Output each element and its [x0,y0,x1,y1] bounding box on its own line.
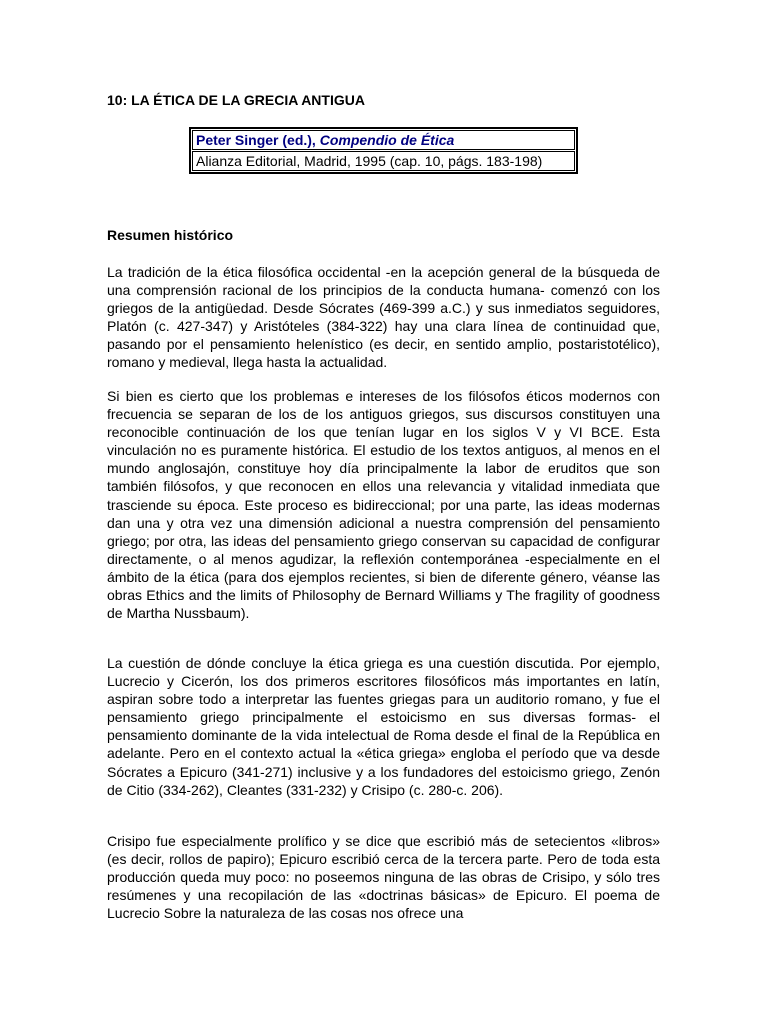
reference-publication-cell [192,151,575,171]
body-paragraph-3 [107,654,660,799]
reference-author: Peter Singer (ed.), [196,132,316,148]
reference-box [189,127,578,174]
reference-book-title: Compendio de Ética [319,132,455,148]
paragraph-text: Crisipo fue especialmente prolífico y se dice que escribió más de setecientos «libros» (es decir, rollos de papiro); Epicuro escribió cerca de la tercera parte. Pero de toda esta producción queda muy poco: no poseemos ninguna de las obras de Crisipo, y sólo tres resúmenes y una recopilación de las «doctrinas básicas» de Epicuro. El poema de Lucrecio Sobre la naturaleza de las cosas nos ofrece una [107,833,660,922]
reference-publication: Alianza Editorial, Madrid, 1995 (cap. 10, págs. 183-198) [196,153,543,169]
paragraph-text: La cuestión de dónde concluye la ética griega es una cuestión discutida. Por ejemplo, Lucrecio y Cicerón, los dos primeros escritores filosóficos más importantes en latín, aspiran sobre todo a interpretar las fuentes griegas para un auditorio romano, y fue el pensamiento griego principalmente el estoicismo en sus diversas formas- el pensamiento dominante de la vida intelectual de Roma desde el final de la República en adelante. Pero en el contexto actual la «ética griega» engloba el período que va desde Sócrates a Epicuro (341-271) inclusive y a los fundadores del estoicismo griego, Zenón de Citio (334-262), Cleantes (331-232) y Crisipo (c. 280-c. 206). [107,655,660,798]
body-paragraph-2 [107,387,660,622]
section-heading: Resumen histórico [107,227,234,243]
body-paragraph-4 [107,832,660,922]
paragraph-text: La tradición de la ética filosófica occidental -en la acepción general de la búsqueda de una comprensión racional de los principios de la conducta humana- comenzó con los griegos de la antigüedad. Desde Sócrates (469-399 a.C.) y sus inmediatos seguidores, Platón (c. 427-347) y Aristóteles (384-322) hay una clara línea de continuidad que, pasando por el pensamiento helenístico (es decir, en sentido amplio, postaristotélico), romano y medieval, llega hasta la actualidad. [107,264,660,371]
chapter-title: 10: LA ÉTICA DE LA GRECIA ANTIGUA [107,92,365,108]
reference-title-cell [192,130,575,150]
body-paragraph-1 [107,263,660,372]
paragraph-text: Si bien es cierto que los problemas e intereses de los filósofos éticos modernos con frecuencia se separan de los de los antiguos griegos, sus discursos constituyen una reconocible continuación de los que tenían lugar en los siglos V y VI BCE. Esta vinculación no es puramente histórica. El estudio de los textos antiguos, al menos en el mundo anglosajón, constituye hoy día principalmente la labor de eruditos que son también filósofos, y que reconocen en ellos una relevancia y vitalidad inmediata que trasciende su época. Este proceso es bidireccional; por una parte, las ideas modernas dan una y otra vez una dimensión adicional a nuestra comprensión del pensamiento griego; por otra, las ideas del pensamiento griego conservan su capacidad de configurar directamente, o al menos agudizar, la reflexión contemporánea -especialmente en el ámbito de la ética (para dos ejemplos recientes, si bien de diferente género, véanse las obras Ethics and the limits of Philosophy de Bernard Williams y The fragility of goodness de Martha Nussbaum). [107,388,660,622]
